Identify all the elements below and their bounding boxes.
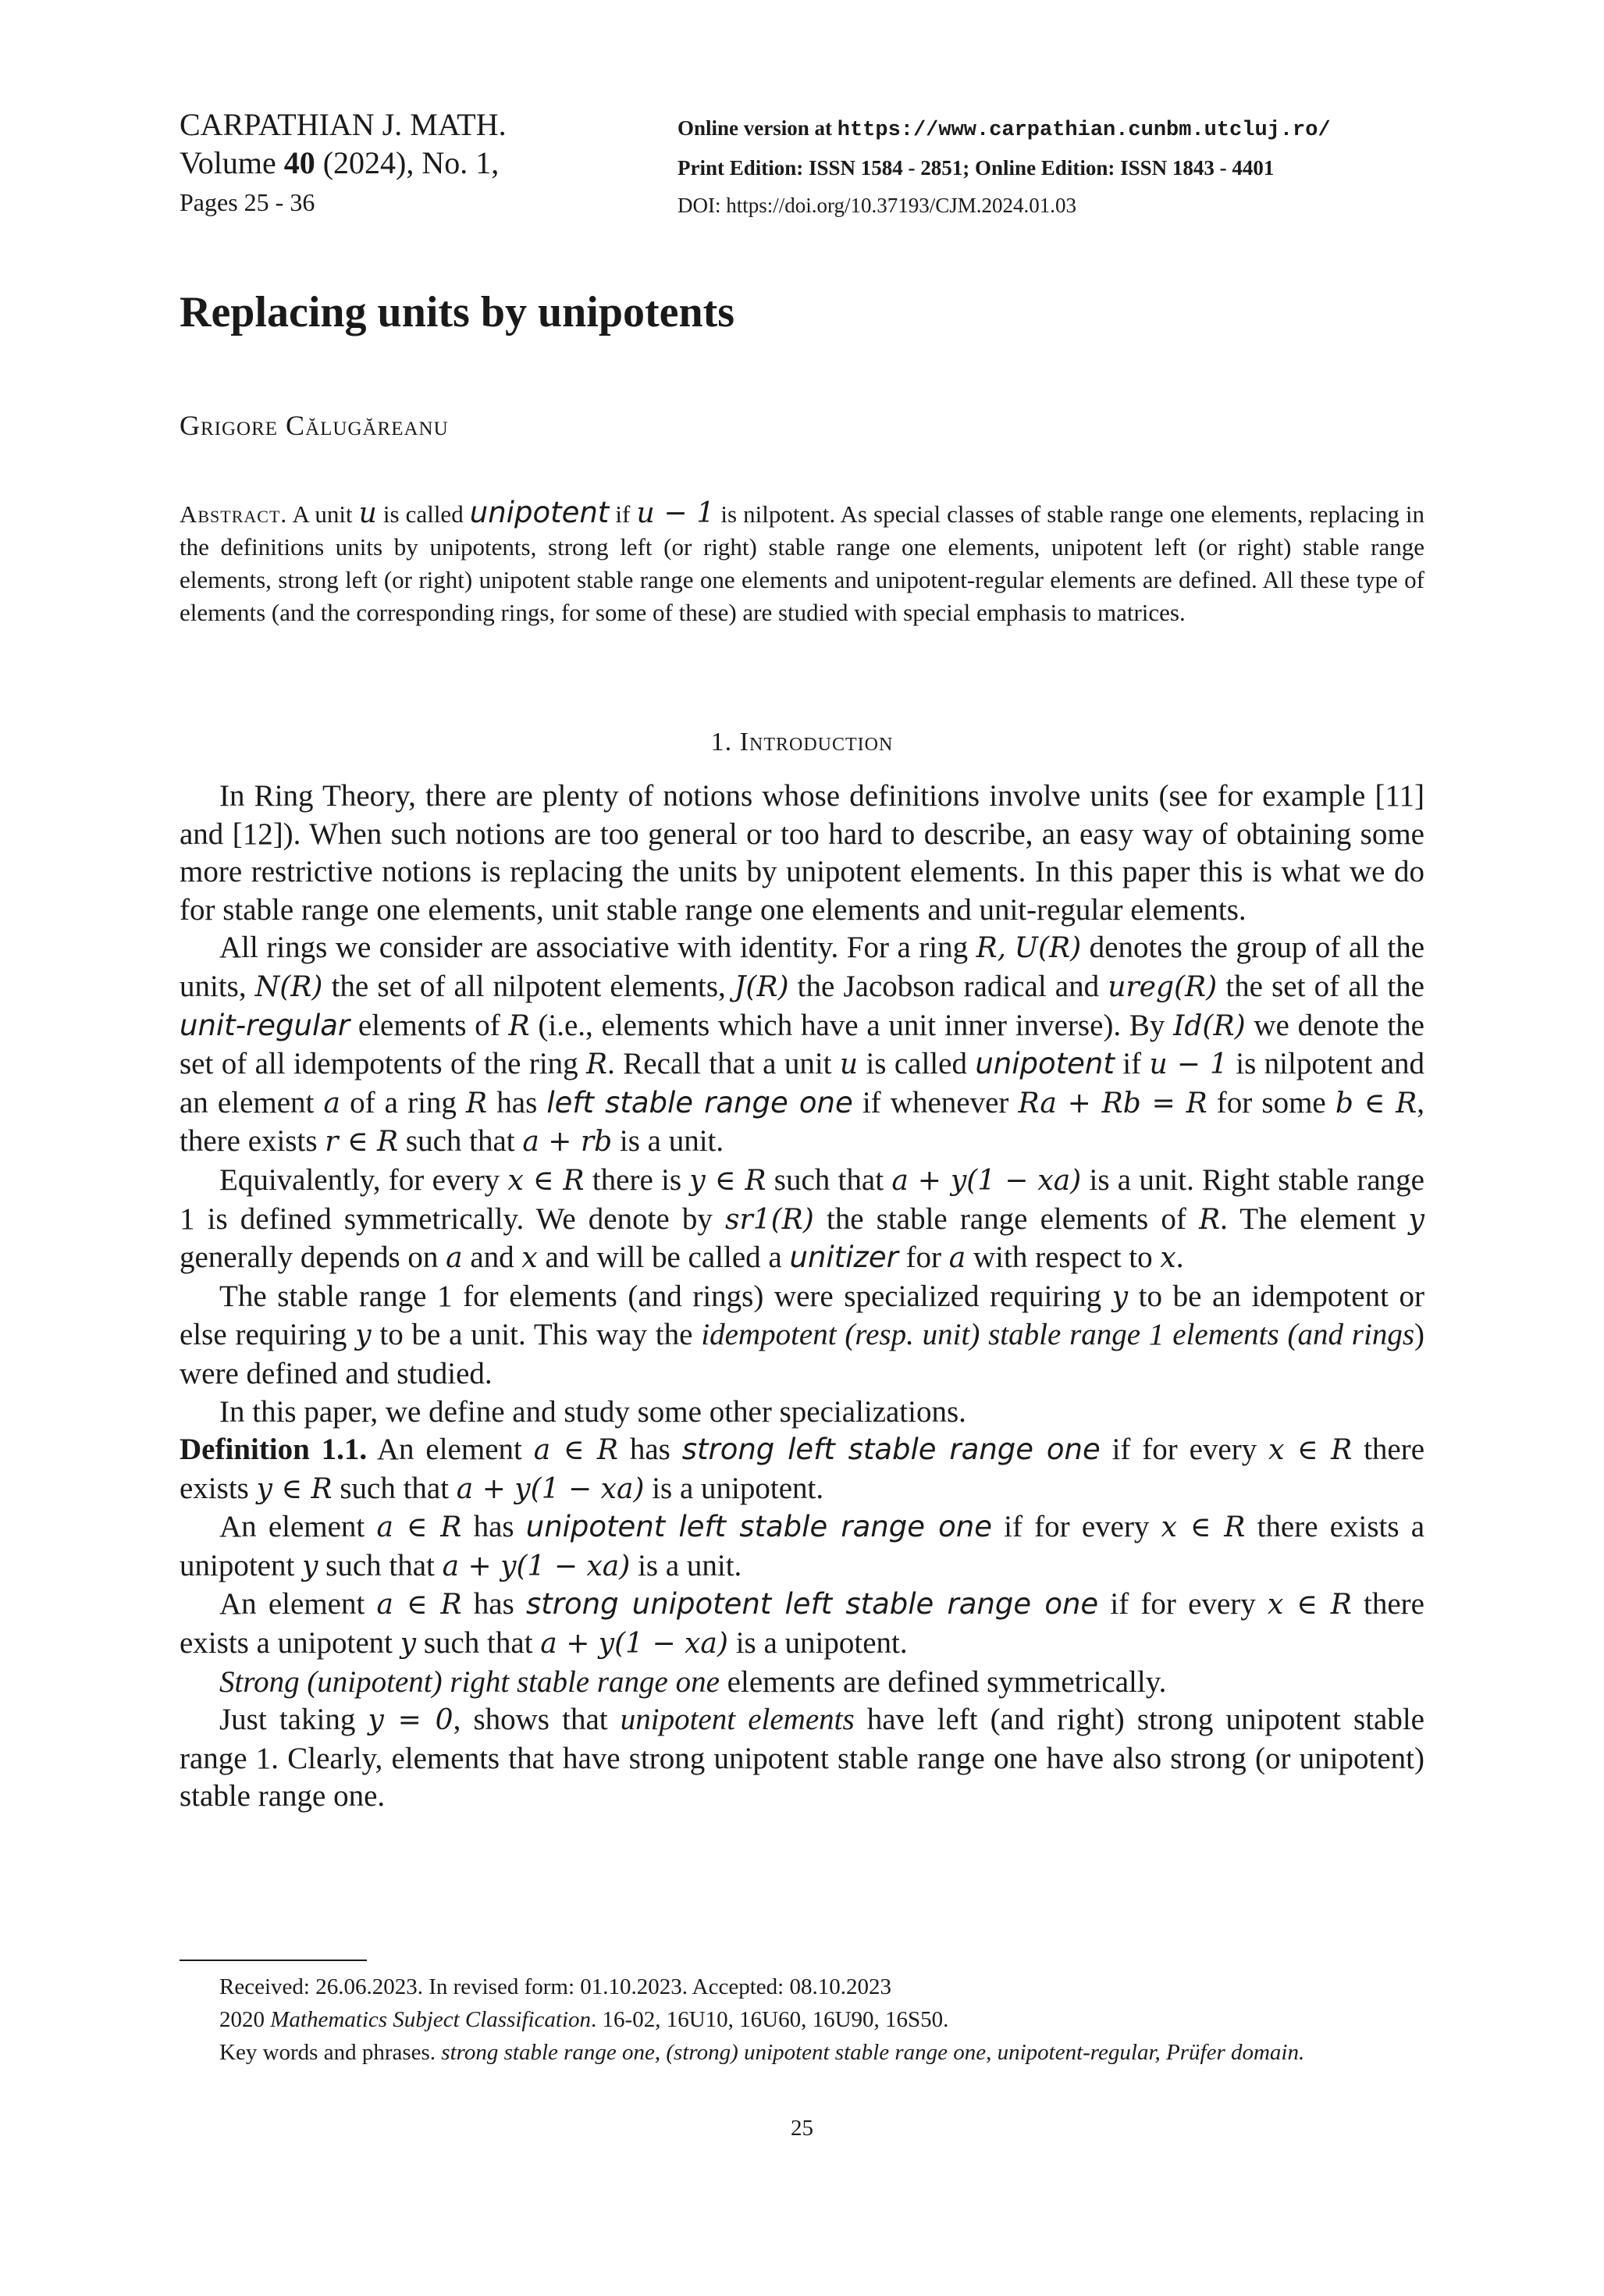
footnote-rule bbox=[180, 1960, 367, 1961]
online-version: Online version at https://www.carpathian.cunbm.utcluj.ro/ bbox=[678, 116, 1331, 142]
publication-info bbox=[678, 109, 1442, 224]
paragraph-3: Equivalently, for every x ∈ R there is y ∈ R such that a + y(1 − xa) is a unit. Right stable range 1 is defined symmetrically. We denote by sr1(R) the stable range elements of R. The element y generally depends on a and x and will be called a unitizer for a with respect to x. bbox=[180, 1162, 1424, 1275]
msc-classification: 2020 Mathematics Subject Classification. 16-02, 16U10, 16U60, 16U90, 16S50. bbox=[219, 2007, 949, 2032]
received-dates: Received: 26.06.2023. In revised form: 01.10.2023. Accepted: 08.10.2023 bbox=[219, 1974, 891, 1999]
paragraph-2: All rings we consider are associative with identity. For a ring R, U(R) denotes the group of all the units, N(R) the set of all nilpotent elements, J(R) the Jacobson radical and ureg(R) the set of all the unit-regular elements of R (i.e., elements which have a unit inner inverse). By Id(R) we denote the set of all idempotents of the ring R. Recall that a unit u is called unipotent if u − 1 is nilpotent and an element a of a ring R has left stable range one if whenever Ra + Rb = R for some b ∈ R, there exists r ∈ R such that a + rb is a unit. bbox=[180, 931, 1425, 1159]
paragraph-1: In Ring Theory, there are plenty of notions whose definitions involve units (see for example [11] and [12]). When such notions are too general or too hard to describe, an easy way of obtaining some more restrictive notions is replacing the units by unipotent elements. In this paper this is what we do for stable range one elements, unit stable range one elements and unit-regular elements. bbox=[180, 779, 1424, 927]
paragraph-4: The stable range 1 for elements (and rings) were specialized requiring y to be an idempotent or else requiring y to be a unit. This way the idempotent (resp. unit) stable range 1 elements (and rings) were defined and studied. bbox=[180, 1279, 1424, 1390]
journal-name: CARPATHIAN J. MATH. bbox=[180, 107, 507, 142]
author-name: Grigore Călugăreanu bbox=[180, 410, 449, 441]
volume-number: 40 bbox=[283, 145, 315, 180]
definition-label: Definition 1.1. bbox=[180, 1433, 368, 1467]
online-url-link[interactable]: https://www.carpathian.cunbm.utcluj.ro/ bbox=[837, 119, 1331, 142]
paragraph-5: In this paper, we define and study some other specializations. bbox=[219, 1394, 966, 1429]
abstract: Abstract. A unit u is called unipotent if u − 1 is nilpotent. As special classes of stable range one elements, replacing in the definitions units by unipotents, strong left (or right) stable range one elements, unipotent left (or right) stable range elements, strong left (or right) unipotent stable range one elements and unipotent-regular elements are defined. All these type of elements (and the corresponding rings, for some of these) are studied with special emphasis to matrices. bbox=[180, 496, 1424, 626]
paragraph-6: An element a ∈ R has unipotent left stable range one if for every x ∈ R there exists a unipotent y such that a + y(1 − xa) is a unit. bbox=[180, 1510, 1425, 1582]
section-heading: 1. Introduction bbox=[710, 728, 894, 756]
abstract-label: Abstract. bbox=[180, 500, 288, 528]
page-number: 25 bbox=[791, 2116, 813, 2141]
paragraph-8: Strong (unipotent) right stable range one elements are defined symmetrically. bbox=[219, 1664, 1167, 1699]
paper-title: Replacing units by unipotents bbox=[180, 288, 735, 336]
footnotes bbox=[180, 1970, 1424, 2069]
paragraph-7: An element a ∈ R has strong unipotent left stable range one if for every x ∈ R there exists a unipotent y such that a + y(1 − xa) is a unipotent. bbox=[180, 1587, 1424, 1661]
keywords: Key words and phrases. strong stable range one, (strong) unipotent stable range one, unipotent-regular, Prüfer domain. bbox=[219, 2040, 1305, 2065]
body-text bbox=[180, 778, 1424, 1816]
pages-range: Pages 25 - 36 bbox=[180, 188, 315, 216]
definition-1-1: Definition 1.1. An element a ∈ R has strong left stable range one if for every x ∈ R there exists y ∈ R such that a + y(1 − xa) is a unipotent. bbox=[180, 1433, 1425, 1505]
paragraph-9: Just taking y = 0, shows that unipotent elements have left (and right) strong unipotent stable range 1. Clearly, elements that have strong unipotent stable range one have also strong (or unipotent) stable range one. bbox=[180, 1703, 1424, 1814]
doi-link[interactable]: DOI: https://doi.org/10.37193/CJM.2024.01.03 bbox=[678, 194, 1077, 217]
issn-line: Print Edition: ISSN 1584 - 2851; Online Edition: ISSN 1843 - 4401 bbox=[678, 156, 1275, 180]
volume-line: Volume 40 (2024), No. 1, bbox=[180, 145, 500, 180]
journal-header bbox=[180, 106, 663, 222]
